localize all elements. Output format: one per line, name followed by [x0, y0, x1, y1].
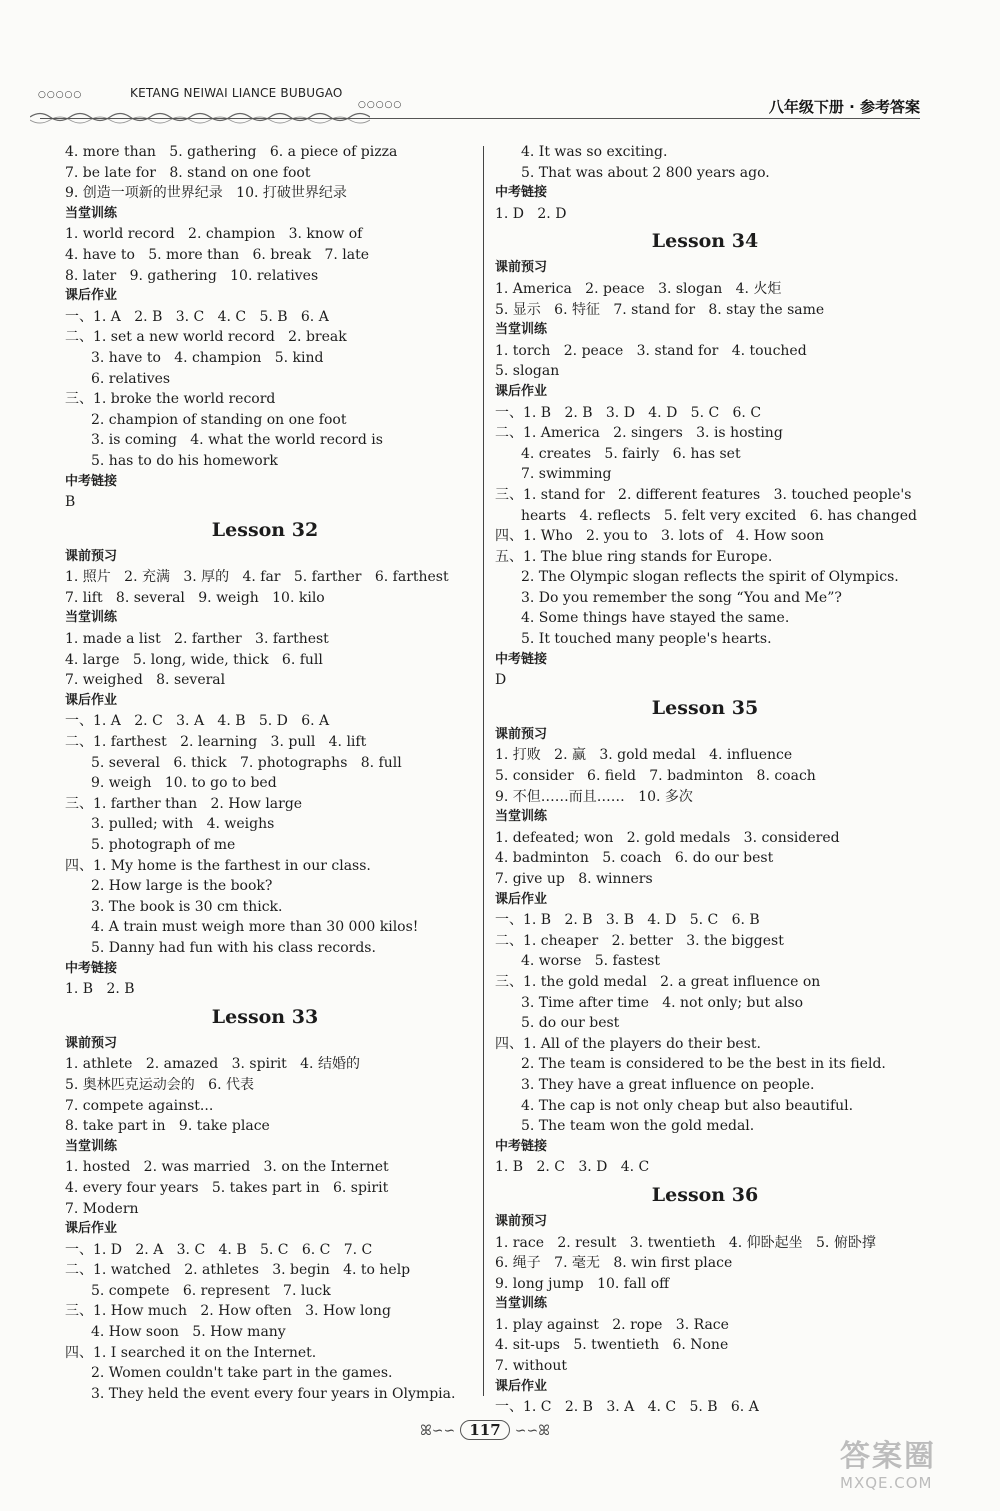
- header-dots: ○○○○○: [38, 90, 83, 100]
- answer-line: 1. athlete 2. amazed 3. spirit 4. 结婚的: [65, 1056, 360, 1073]
- footer-ornament-right-icon: ∽∽ꕤ: [514, 1423, 550, 1439]
- answer-line: 8. later 9. gathering 10. relatives: [65, 267, 319, 284]
- answer-line: 2. The team is considered to be the best in its field.: [521, 1056, 886, 1073]
- answer-line: 四、1. I searched it on the Internet.: [65, 1344, 317, 1361]
- answer-line: 1. defeated; won 2. gold medals 3. considered: [495, 829, 840, 846]
- header-title: 八年级下册 · 参考答案: [768, 98, 920, 116]
- answer-line: 二、1. farthest 2. learning 3. pull 4. lift: [65, 734, 367, 751]
- answer-line: 5. consider 6. field 7. badminton 8. coach: [495, 768, 816, 785]
- answer-line: 7. swimming: [521, 466, 612, 483]
- answer-line: 3. pulled; with 4. weighs: [91, 816, 275, 833]
- answer-line: 4. It was so exciting.: [521, 144, 668, 160]
- right-column: [495, 142, 915, 1418]
- left-column: [65, 142, 465, 1404]
- section-label: 当堂训练: [495, 809, 548, 825]
- answer-line: 4. creates 5. fairly 6. has set: [521, 445, 741, 462]
- answer-line: 5. has to do his homework: [91, 452, 278, 469]
- answer-line: 3. have to 4. champion 5. kind: [91, 349, 324, 366]
- section-label: 课后作业: [495, 383, 548, 399]
- answer-line: 四、1. My home is the farthest in our class.: [65, 857, 371, 874]
- answer-line: hearts 4. reflects 5. felt very excited 6. has changed: [521, 507, 917, 524]
- lesson-heading: Lesson 32: [211, 518, 319, 541]
- answer-line: 1. race 2. result 3. twentieth 4. 仰卧起坐 5. 俯卧撑: [495, 1234, 876, 1251]
- header-brand: KETANG NEIWAI LIANCE BUBUGAO: [130, 86, 343, 100]
- answer-line: 2. How large is the book?: [91, 878, 273, 895]
- answer-line: 1. 照片 2. 充满 3. 厚的 4. far 5. farther 6. farthest: [65, 569, 449, 586]
- answer-line: 7. compete against...: [65, 1097, 214, 1114]
- lesson-heading: Lesson 33: [211, 1005, 319, 1028]
- answer-line: 5. photograph of me: [91, 837, 236, 853]
- answer-line: 9. long jump 10. fall off: [495, 1275, 670, 1292]
- answer-line: 三、1. farther than 2. How large: [65, 795, 303, 812]
- answer-line: 4. large 5. long, wide, thick 6. full: [65, 651, 323, 668]
- answer-line: 4. badminton 5. coach 6. do our best: [495, 850, 774, 867]
- answer-line: 4. How soon 5. How many: [91, 1324, 286, 1341]
- section-label: 课后作业: [495, 1378, 548, 1394]
- answer-line: 三、1. the gold medal 2. a great influence on: [495, 973, 821, 990]
- answer-line: 2. Women couldn't take part in the games.: [91, 1365, 393, 1382]
- answer-line: 5. several 6. thick 7. photographs 8. full: [91, 754, 402, 771]
- section-label: 课前预习: [495, 260, 548, 276]
- section-label: 中考链接: [495, 651, 548, 667]
- answer-line: 1. play against 2. rope 3. Race: [495, 1316, 729, 1333]
- answer-line: 一、1. B 2. B 3. B 4. D 5. C 6. B: [495, 912, 760, 929]
- answer-line: 9. 不但……而且…… 10. 多次: [495, 788, 693, 805]
- answer-line: 5. 奥林匹克运动会的 6. 代表: [65, 1076, 254, 1093]
- answer-line: 5. It touched many people's hearts.: [521, 631, 772, 648]
- answer-line: 二、1. watched 2. athletes 3. begin 4. to help: [65, 1262, 411, 1279]
- answer-line: 1. world record 2. champion 3. know of: [65, 226, 363, 243]
- answer-line: 5. That was about 2 800 years ago.: [521, 164, 770, 181]
- answer-line: 一、1. A 2. B 3. C 4. C 5. B 6. A: [65, 308, 329, 325]
- answer-line: 一、1. B 2. B 3. D 4. D 5. C 6. C: [495, 404, 762, 421]
- section-label: 课前预习: [495, 1213, 548, 1229]
- answer-line: 一、1. D 2. A 3. C 4. B 5. C 6. C 7. C: [65, 1241, 373, 1258]
- section-label: 课前预习: [65, 548, 118, 564]
- section-label: 课后作业: [65, 1221, 118, 1237]
- answer-line: 2. The Olympic slogan reflects the spirit of Olympics.: [521, 569, 899, 586]
- section-label: 课后作业: [495, 891, 548, 907]
- watermark-url: MXQE.COM: [840, 1474, 933, 1492]
- answer-line: 二、1. cheaper 2. better 3. the biggest: [495, 932, 784, 949]
- answer-line: 1. B 2. B: [65, 981, 135, 998]
- section-label: 课前预习: [495, 726, 548, 742]
- answer-line: 二、1. America 2. singers 3. is hosting: [495, 425, 783, 442]
- answer-line: 1. torch 2. peace 3. stand for 4. touched: [495, 342, 807, 359]
- watermark-logo-text: 答案圈: [840, 1439, 936, 1474]
- answer-line: 三、1. broke the world record: [65, 391, 276, 408]
- answer-line: 四、1. Who 2. you to 3. lots of 4. How soon: [495, 528, 824, 545]
- section-label: 当堂训练: [495, 322, 548, 338]
- answer-line: 4. every four years 5. takes part in 6. spirit: [65, 1179, 389, 1196]
- answer-line: 3. Time after time 4. not only; but also: [521, 994, 804, 1011]
- answer-line: 6. relatives: [91, 370, 171, 387]
- answer-line: 5. slogan: [495, 363, 560, 380]
- answer-line: 9. 创造一项新的世界纪录 10. 打破世界纪录: [65, 185, 347, 202]
- answer-line: 6. 绳子 7. 毫无 8. win first place: [495, 1255, 733, 1272]
- answer-line: 1. hosted 2. was married 3. on the Internet: [65, 1159, 389, 1176]
- page-footer: [420, 1420, 550, 1450]
- answer-line: 1. 打败 2. 赢 3. gold medal 4. influence: [495, 747, 793, 764]
- page-header: [30, 80, 920, 124]
- header-dots-right: ○○○○○: [358, 100, 403, 110]
- answer-line: 7. Modern: [65, 1200, 139, 1217]
- answer-line: 3. They held the event every four years in Olympia.: [91, 1385, 456, 1402]
- section-label: 当堂训练: [65, 610, 118, 626]
- answer-line: 2. champion of standing on one foot: [91, 411, 347, 428]
- answer-line: 4. A train must weigh more than 30 000 kilos!: [91, 919, 419, 936]
- section-label: 当堂训练: [495, 1296, 548, 1312]
- answer-line: 4. worse 5. fastest: [521, 953, 660, 970]
- header-rule: [40, 118, 920, 119]
- answer-line: D: [495, 672, 507, 689]
- answer-line: 7. be late for 8. stand on one foot: [65, 164, 311, 181]
- section-label: 中考链接: [495, 185, 548, 201]
- answer-line: 三、1. How much 2. How often 3. How long: [65, 1303, 391, 1320]
- answer-line: 7. lift 8. several 9. weigh 10. kilo: [65, 589, 325, 606]
- answer-line: 五、1. The blue ring stands for Europe.: [495, 548, 773, 565]
- answer-line: 3. They have a great influence on people.: [521, 1076, 815, 1093]
- section-label: 课前预习: [65, 1035, 118, 1051]
- answer-line: 1. made a list 2. farther 3. farthest: [65, 631, 329, 648]
- answer-line: 5. compete 6. represent 7. luck: [91, 1282, 331, 1299]
- lesson-heading: Lesson 36: [651, 1183, 759, 1206]
- answer-line: 4. Some things have stayed the same.: [521, 610, 790, 627]
- header-ornament-icon: [30, 108, 370, 126]
- answer-line: 5. Danny had fun with his class records.: [91, 939, 376, 956]
- answer-line: 4. sit-ups 5. twentieth 6. None: [495, 1337, 729, 1354]
- section-label: 中考链接: [495, 1138, 548, 1154]
- answer-line: 三、1. stand for 2. different features 3. touched people's: [495, 486, 912, 503]
- lesson-heading: Lesson 34: [651, 230, 759, 253]
- answer-line: B: [65, 494, 76, 511]
- answer-line: 5. 显示 6. 特征 7. stand for 8. stay the same: [495, 301, 825, 318]
- answer-line: 四、1. All of the players do their best.: [495, 1035, 761, 1052]
- watermark: [840, 1440, 990, 1500]
- section-label: 中考链接: [65, 473, 118, 489]
- answer-line: 4. have to 5. more than 6. break 7. late: [65, 246, 369, 263]
- answer-line: 5. do our best: [521, 1015, 620, 1032]
- answer-line: 3. Do you remember the song “You and Me”?: [521, 589, 842, 606]
- answer-line: 9. weigh 10. to go to bed: [91, 775, 277, 792]
- answer-line: 5. The team won the gold medal.: [521, 1118, 755, 1135]
- section-label: 当堂训练: [65, 1138, 118, 1154]
- answer-line: 3. The book is 30 cm thick.: [91, 898, 283, 915]
- answer-line: 一、1. C 2. B 3. A 4. C 5. B 6. A: [495, 1399, 759, 1416]
- answer-line: 1. B 2. C 3. D 4. C: [495, 1159, 650, 1176]
- footer-ornament-left-icon: ꕤ∽∽: [420, 1423, 456, 1439]
- answer-line: 1. America 2. peace 3. slogan 4. 火炬: [495, 280, 782, 297]
- answer-line: 4. more than 5. gathering 6. a piece of pizza: [65, 144, 398, 160]
- section-label: 课后作业: [65, 288, 118, 304]
- answer-line: 7. weighed 8. several: [65, 672, 226, 689]
- section-label: 课后作业: [65, 692, 118, 708]
- section-label: 当堂训练: [65, 205, 118, 221]
- answer-line: 7. without: [495, 1358, 567, 1375]
- answer-line: 二、1. set a new world record 2. break: [65, 329, 347, 346]
- answer-line: 一、1. A 2. C 3. A 4. B 5. D 6. A: [65, 713, 330, 730]
- answer-line: 1. D 2. D: [495, 205, 567, 222]
- answer-line: 3. is coming 4. what the world record is: [91, 432, 383, 449]
- answer-line: 7. give up 8. winners: [495, 871, 653, 887]
- section-label: 中考链接: [65, 960, 118, 976]
- lesson-heading: Lesson 35: [651, 696, 759, 719]
- column-divider: [483, 146, 484, 1396]
- answer-line: 4. The cap is not only cheap but also beautiful.: [521, 1097, 854, 1114]
- page-number: 117: [460, 1420, 509, 1440]
- answer-line: 8. take part in 9. take place: [65, 1118, 270, 1135]
